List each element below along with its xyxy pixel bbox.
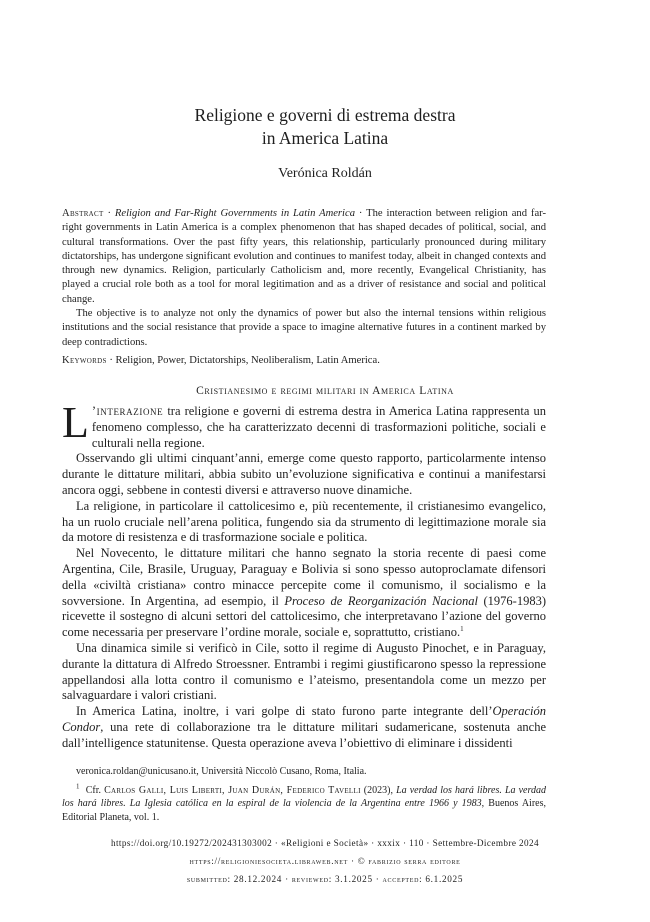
body-text: [62, 398, 546, 752]
paragraph-4-italic: Proceso de Reorganización Nacional: [284, 593, 478, 608]
footnote-part-a: Cfr.: [85, 785, 105, 797]
footnote-authors: Carlos Galli, Luis Liberti, Juan Durán, Federico Tavelli: [104, 785, 361, 797]
keywords: [62, 354, 546, 368]
footnote-part-c: , Buenos Aires, Editorial Planeta, vol. 1.: [62, 798, 546, 823]
paragraph-6-part-b: , una rete di collaborazione tra le dittature militari sudamericane, sostenuta anche dall’intelligence statunitense. Questa operazione aveva l’obiettivo di eliminare i dissidenti: [62, 719, 546, 750]
footnote-italic-title: La verdad los hará libres. La verdad los hará libres. La Iglesia católica en la espiral de la violencia de la Argentina entre 1966 y 1983: [62, 785, 546, 810]
footnote-number: 1: [76, 782, 80, 791]
section-heading: Cristianesimo e regimi militari in America Latina: [196, 385, 454, 397]
footnote-ref-1[interactable]: 1: [460, 625, 464, 633]
paragraph-4-part-a: Nel Novecento, le dittature militari che hanno segnato la storia recente di paesi come Argentina, Cile, Brasile, Uruguay, Paraguay e Bolivia si sono spesso autoproclamate difensori della «civiltà cristiana» contro minacce percepite come il comunismo, il socialismo e la sovversione. In Argentina, ad esempio, il: [62, 546, 546, 608]
paragraph-6-italic: Operación Condor: [62, 704, 546, 734]
body-paragraph-4: [62, 546, 546, 641]
footnote-1: [62, 784, 546, 824]
paragraph-1-rest: tra religione e governi di estrema destra in America Latina rappresenta un fenomeno complesso, che ha caratterizzato decenni di trasformazioni politiche, sociali e culturali nella regione.: [91, 404, 546, 450]
abstract-text-1: The interaction between religion and far-right governments in Latin America is a complex phenomenon that has shaped decades of political, social, and cultural transformations. Over the past fifty years, this relationship, particularly pronounced during military dictatorships, has undergone significant evolution and continues to manifest today, albeit in changed contexts and through new dynamics. Religion, particularly Catholicism and, more recently, Evangelical Christianity, has played a crucial role both as a tool for moral legitimation and as a driver of resistance and social and political change.: [62, 208, 546, 305]
footer-doi-line: https://doi.org/10.19272/202431303002 · «Religioni e Società» · xxxix · 110 · Settembre-Dicembre 2024: [110, 838, 539, 848]
abstract: [62, 207, 546, 350]
abstract-separator-2: ·: [355, 208, 367, 219]
abstract-title: Religion and Far-Right Governments in Latin America: [114, 208, 355, 219]
body-paragraph-3: La religione, in particolare il cattolicesimo e, più recentemente, il cristianesimo evangelico, ha un ruolo cruciale nell’arena politica, fungendo sia da strumento di legittimazione morale sia da motore di resistenza e di trasformazione sociale e politica.: [62, 498, 546, 545]
keywords-separator: ·: [106, 355, 116, 366]
body-paragraph-2: Osservando gli ultimi cinquant’anni, emerge come questo rapporto, particolarmente intenso durante le dittature militari, abbia subito un’evoluzione significativa e continui a manifestarsi ancora oggi, sebbene in contesti diversi e attraverso nuove dinamiche.: [62, 451, 546, 497]
abstract-separator: ·: [103, 208, 115, 219]
paragraph-4-part-b: (1976-1983) ricevette il sostegno di alcuni settori del cattolicesimo, che interpretavano l’azione del governo come necessaria per preservare l’ordine morale, sociale e, soprattutto, cristiano.: [62, 593, 546, 640]
footer-website-line: https://religioniesocieta.libraweb.net · © fabrizio serra editore: [189, 856, 461, 866]
lead-word: ’interazione: [91, 404, 164, 418]
title-line-2: in America Latina: [261, 128, 389, 148]
abstract-paragraph-2: The objective is to analyze not only the dynamics of power but also the internal tensions within religious institutions and the social resistance that provide a space to imagine alternative futures in a continent marked by deep contradictions.: [62, 308, 546, 348]
author-name: Verónica Roldán: [278, 166, 372, 181]
abstract-label: Abstract: [62, 208, 104, 219]
footnotes: [62, 765, 546, 830]
keywords-text: Religion, Power, Dictatorships, Neoliberalism, Latin America.: [115, 355, 380, 366]
paragraph-6-part-a: In America Latina, inoltre, i vari golpe di stato furono parte integrante dell’: [76, 704, 493, 719]
body-paragraph-1: [62, 398, 546, 451]
keywords-label: Keywords: [62, 355, 107, 366]
drop-cap: L: [62, 398, 89, 447]
body-paragraph-6: [62, 704, 546, 751]
body-paragraph-5: Una dinamica simile si verificò in Cile, sotto il regime di Augusto Pinochet, e in Paraguay, durante la dittatura di Alfredo Stroessner. Entrambi i regimi giustificarono spesso la repressione appellandosi alla lotta contro il comunismo e l’ateismo, presentandola come un mezzo per salvaguardare i valori cristiani.: [62, 640, 546, 703]
footnote-part-b: (2023),: [360, 785, 397, 797]
author-affiliation: veronica.roldan@unicusano.it, Università Niccolò Cusano, Roma, Italia.: [76, 766, 367, 777]
abstract-paragraph-1: [62, 207, 546, 307]
title-line-1: Religione e governi di estrema destra: [194, 105, 456, 125]
footer-dates-line: submitted: 28.12.2024 · reviewed: 3.1.2025 · accepted: 6.1.2025: [186, 874, 464, 884]
article-title: [0, 104, 650, 150]
